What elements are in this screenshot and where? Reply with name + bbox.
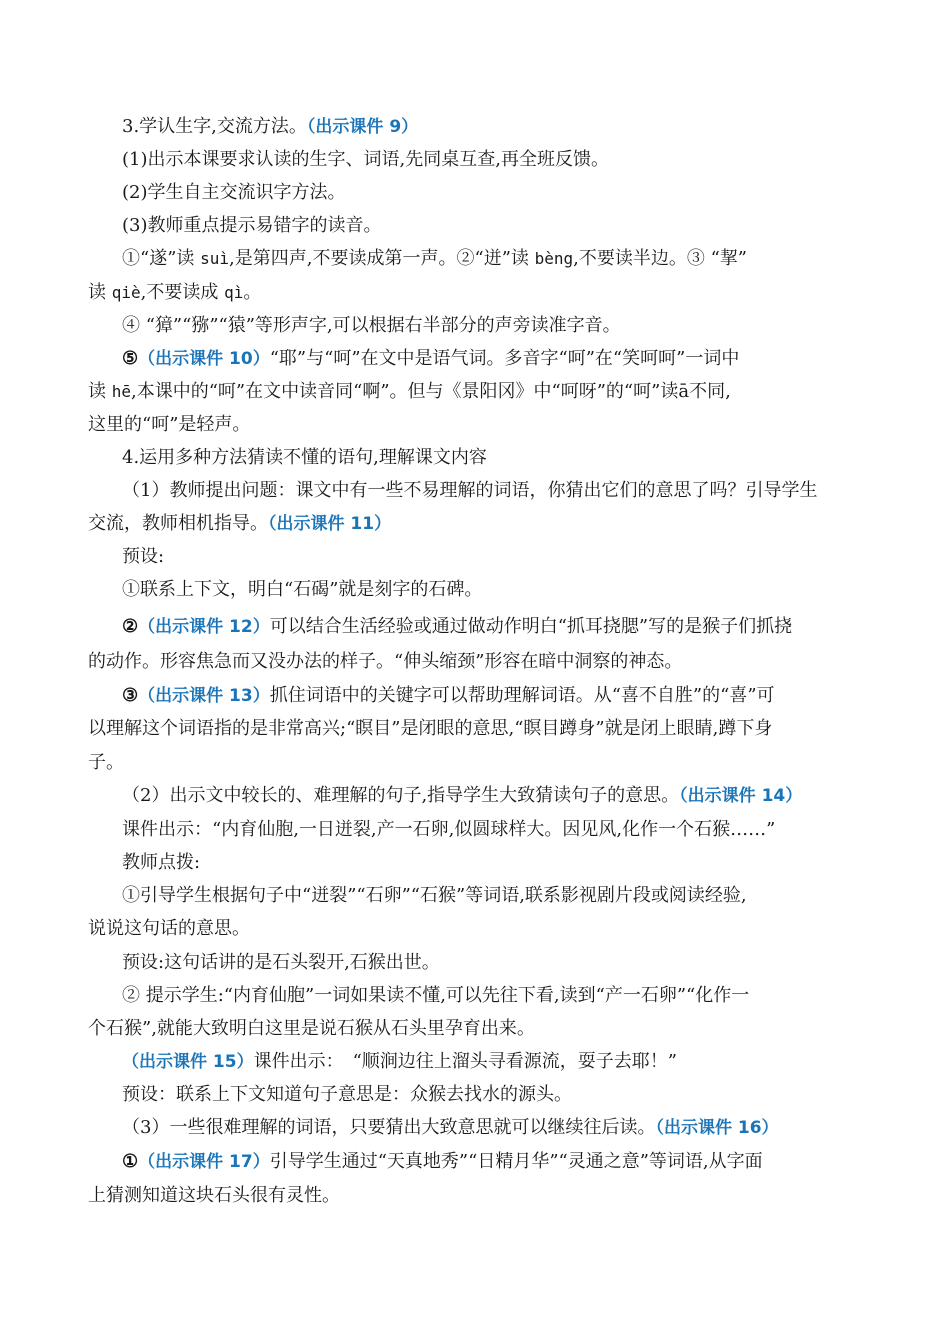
circled-number: ⑤ (122, 348, 139, 369)
para-keyword-meaning-line3: 子。 (88, 752, 124, 773)
para-keyword-meaning-line2: 以理解这个词语指的是非常高兴;“瞑目”是闭眼的意思,“瞑目蹲身”就是闭上眼睛,蹲下身 (88, 718, 773, 739)
para-modal-particles-line2 (88, 380, 868, 404)
courseware-tag-10: （出示课件 10） (138, 349, 270, 369)
pinyin: qiè (111, 283, 141, 302)
text-seg: 交流，教师相机指导。 (88, 513, 268, 534)
para-step-2: (2)学生自主交流识字方法。 (122, 182, 346, 203)
courseware-tag-15: （出示课件 15） (122, 1052, 254, 1072)
text-seg: 可以结合生活经验或通过做动作明白“抓耳挠腮”写的是猴子们抓挠 (269, 616, 793, 637)
para-preset-source: 预设：联系上下文知道句子意思是：众猴去找水的源头。 (122, 1084, 572, 1105)
para-action-meaning-line2: 的动作。形容焦急而又没办法的样子。“伸头缩颈”形容在暗中洞察的神态。 (88, 651, 683, 672)
para-text: 3.学认生字,交流方法。 (122, 116, 307, 137)
text-seg: ,不要读半边。③ “挈” (573, 248, 748, 269)
para-learn-characters (122, 115, 868, 139)
courseware-tag-11: （出示课件 11） (268, 514, 392, 534)
para-courseware-quote-1: 课件出示：“内育仙胞,一日迸裂,产一石卵,似圆球样大。因见风,化作一个石猴……” (122, 819, 776, 840)
circled-number: ③ (122, 685, 139, 706)
para-pronunciation-line1 (122, 247, 868, 271)
para-guide-students-line2: 说说这句话的意思。 (88, 918, 250, 939)
para-prompt-students-line1: ② 提示学生:“内育仙胞”一词如果读不懂,可以先往下看,读到“产一石卵”“化作一 (122, 985, 750, 1006)
text-seg: ,是第四声,不要读成第一声。②“迸”读 (229, 248, 535, 269)
para-pronunciation-line2 (88, 281, 868, 305)
courseware-tag-12: （出示课件 12） (138, 617, 270, 637)
para-stone-spirit-line1 (122, 1150, 868, 1174)
pinyin: bèng (534, 249, 574, 268)
text-seg: 抓住词语中的关键字可以帮助理解词语。从“喜不自胜”的“喜”可 (269, 685, 775, 706)
teacher-guidance-label: 教师点拨: (122, 852, 201, 873)
para-step-1: (1)出示本课要求认读的生字、词语,先同桌互查,再全班反馈。 (122, 149, 609, 170)
courseware-tag-14: （出示课件 14） (679, 786, 803, 806)
courseware-tag-13: （出示课件 13） (138, 686, 270, 706)
para-modal-particles-line1 (122, 347, 868, 371)
text-seg: ①“遂”读 (122, 248, 201, 269)
text-seg: “耶”与“呵”在文中是语气词。多音字“呵”在“笑呵呵”一词中 (269, 348, 740, 369)
circled-number: ① (122, 1151, 139, 1172)
text-seg: 读 (88, 381, 112, 402)
para-teacher-question-line1: （1）教师提出问题：课文中有一些不易理解的词语，你猜出它们的意思了吗？引导学生 (122, 480, 818, 501)
para-preset-stone-monkey: 预设:这句话讲的是石头裂开,石猴出世。 (122, 952, 440, 973)
text-seg: 读 (88, 282, 112, 303)
para-long-sentences (122, 784, 868, 808)
para-teacher-question-line2 (88, 512, 868, 536)
text-seg: ,不要读成 (140, 282, 225, 303)
pinyin: suì (200, 249, 230, 268)
text-seg: 。 (243, 282, 262, 303)
para-step-3: (3)教师重点提示易错字的读音。 (122, 215, 382, 236)
courseware-tag-9: （出示课件 9） (306, 117, 419, 137)
text-seg: 课件出示： “顺涧边往上溜头寻看源流，耍子去耶！” (253, 1051, 677, 1072)
section-heading-4: 4.运用多种方法猜读不懂的语句,理解课文内容 (122, 447, 487, 468)
para-hard-words (122, 1116, 868, 1140)
courseware-tag-16: （出示课件 16） (655, 1118, 779, 1138)
text-seg: （2）出示文中较长的、难理解的句子,指导学生大致猜读句子的意思。 (122, 785, 680, 806)
para-context-meaning: ①联系上下文，明白“石碣”就是刻字的石碑。 (122, 579, 483, 600)
para-action-meaning-line1 (122, 615, 868, 639)
para-keyword-meaning-line1 (122, 684, 868, 708)
para-phonetic-characters: ④ “獐”“猕”“猿”等形声字,可以根据右半部分的声旁读准字音。 (122, 315, 621, 336)
para-courseware-quote-2 (122, 1050, 868, 1074)
courseware-tag-17: （出示课件 17） (138, 1152, 270, 1172)
preset-label: 预设: (122, 546, 165, 567)
pinyin: hē (111, 382, 131, 401)
para-prompt-students-line2: 个石猴”,就能大致明白这里是说石猴从石头里孕育出来。 (88, 1018, 535, 1039)
text-seg: 引导学生通过“天真地秀”“日精月华”“灵通之意”等词语,从字面 (269, 1151, 763, 1172)
text-seg: （3）一些很难理解的词语，只要猜出大致意思就可以继续往后读。 (122, 1117, 656, 1138)
pinyin: qì (224, 283, 244, 302)
para-stone-spirit-line2: 上猜测知道这块石头很有灵性。 (88, 1185, 340, 1206)
para-guide-students-line1: ①引导学生根据句子中“迸裂”“石卵”“石猴”等词语,联系影视剧片段或阅读经验, (122, 885, 747, 906)
para-modal-particles-line3: 这里的“呵”是轻声。 (88, 414, 251, 435)
text-seg: ,本课中的“呵”在文中读音同“啊”。但与《景阳冈》中“呵呀”的“呵”读ā不同, (131, 381, 731, 402)
circled-number: ② (122, 616, 139, 637)
